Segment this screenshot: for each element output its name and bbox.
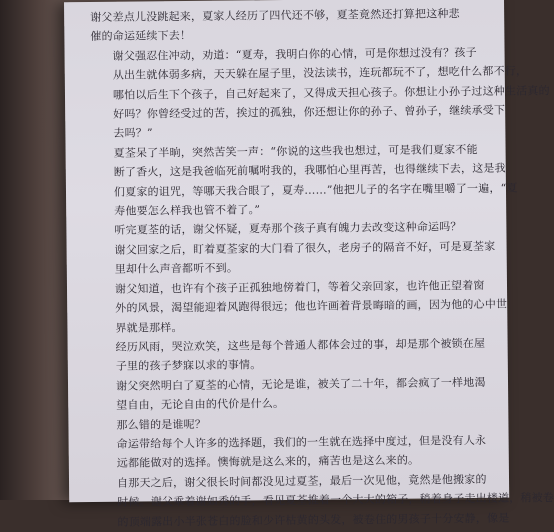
paragraph: [93, 237, 496, 280]
page-text: [90, 4, 554, 532]
text-line: 望自由，无论自由的代价是什么。: [116, 397, 285, 412]
text-line: 谢父回家之后，盯着夏荃家的大门看了很久，老房子的隔音不好，可是夏荃家: [114, 239, 496, 257]
text-line: 谢父突然明白了夏荃的心情，无论是谁，被关了二十年，都会疯了一样地渴: [115, 375, 486, 393]
text-line: 经历风雨，哭泣欢笑，这些是每个普通人都体会过的事，却是那个被锁在屋: [115, 336, 486, 354]
text-line: 界就是那样。: [115, 320, 183, 335]
text-line: 从出生就体弱多病，天天躲在屋子里，没法读书，连玩都玩不了，想吃什么都不行，: [112, 64, 528, 83]
text-line: 催的命运延续下去！: [90, 29, 192, 44]
book-page: [64, 0, 554, 529]
text-line: 谢父强忍住冲动，劝道：“夏寿，我明白你的心情，可是你想过没有？孩子: [112, 45, 477, 63]
text-line: 子里的孩子梦寐以求的事情。: [115, 358, 262, 374]
text-line: 夏荃呆了半晌，突然苦笑一声：“你说的这些我也想过，可是我们夏家不能: [113, 142, 478, 160]
text-line: 时候。谢父乘着谢如秀的手，看见夏荃推着一个大大的箱子，稍着身子走出楼道，稍被卷: [117, 491, 554, 509]
paragraph: [94, 373, 486, 416]
text-line: 的顶端露出小半张苍白的脸和少许枯黄的头发，被卷住的男孩子十分安静，像是: [117, 511, 510, 529]
text-line: 谢父知道，也许有个孩子正孤独地傍着门，等着父亲回家，也许他正望着窗: [114, 278, 485, 296]
text-line: 谢父差点儿没跳起来，夏家人经历了四代还不够，夏荃竟然还打算把这种悲: [90, 7, 460, 25]
text-line: 里却什么声音都听不到。: [114, 261, 239, 277]
paragraph: [90, 4, 482, 47]
text-line: 寿他要怎么样我也管不着了。”: [114, 203, 261, 218]
text-line: 去吗？”: [113, 126, 153, 141]
text-line: 命运带给每个人许多的选择题，我们的一生就在选择中度过，但是没有人永: [116, 433, 487, 451]
text-line: 外的风景，渴望能迎着风跑得很远；他也许画着背景晦暗的画，因为他的心中世: [115, 297, 508, 315]
paragraph: [94, 334, 486, 377]
text-line: 哪怕以后生下个孩子，自己好起来了，又得成天担心孩子。你想让小孙子过这种生活真的: [112, 83, 550, 102]
paragraph: [91, 140, 518, 222]
text-line: 们夏家的诅咒，等哪天我合眼了，夏寿……”他把儿子的名字在嘴里嚼了一遍，“夏: [113, 181, 518, 199]
paragraph: [93, 276, 508, 338]
text-line: 自那天之后，谢父很长时间都没见过夏荃，最后一次见他，竟然是他搬家的: [116, 472, 487, 490]
text-line: 听完夏荃的话，谢父怀疑，夏寿那个孩子真有魄力去改变这种命运吗？: [114, 220, 462, 238]
paragraph: [95, 431, 487, 474]
text-line: 那么错的是谁呢？: [116, 417, 207, 432]
paragraph: [95, 470, 554, 532]
text-line: 断了香火，这是我爸临死前嘱咐我的，我哪怕心里再苦，也得继续下去，这是我: [113, 161, 506, 180]
paragraph: [90, 43, 550, 144]
text-line: 远都能做对的选择。懊悔就是这么来的，痛苦也是这么来的。: [116, 453, 420, 471]
text-line: 好吗？你曾经受过的苦，挨过的孤独，你还想让你的孙子、曾孙子，继续承受下: [113, 103, 506, 121]
